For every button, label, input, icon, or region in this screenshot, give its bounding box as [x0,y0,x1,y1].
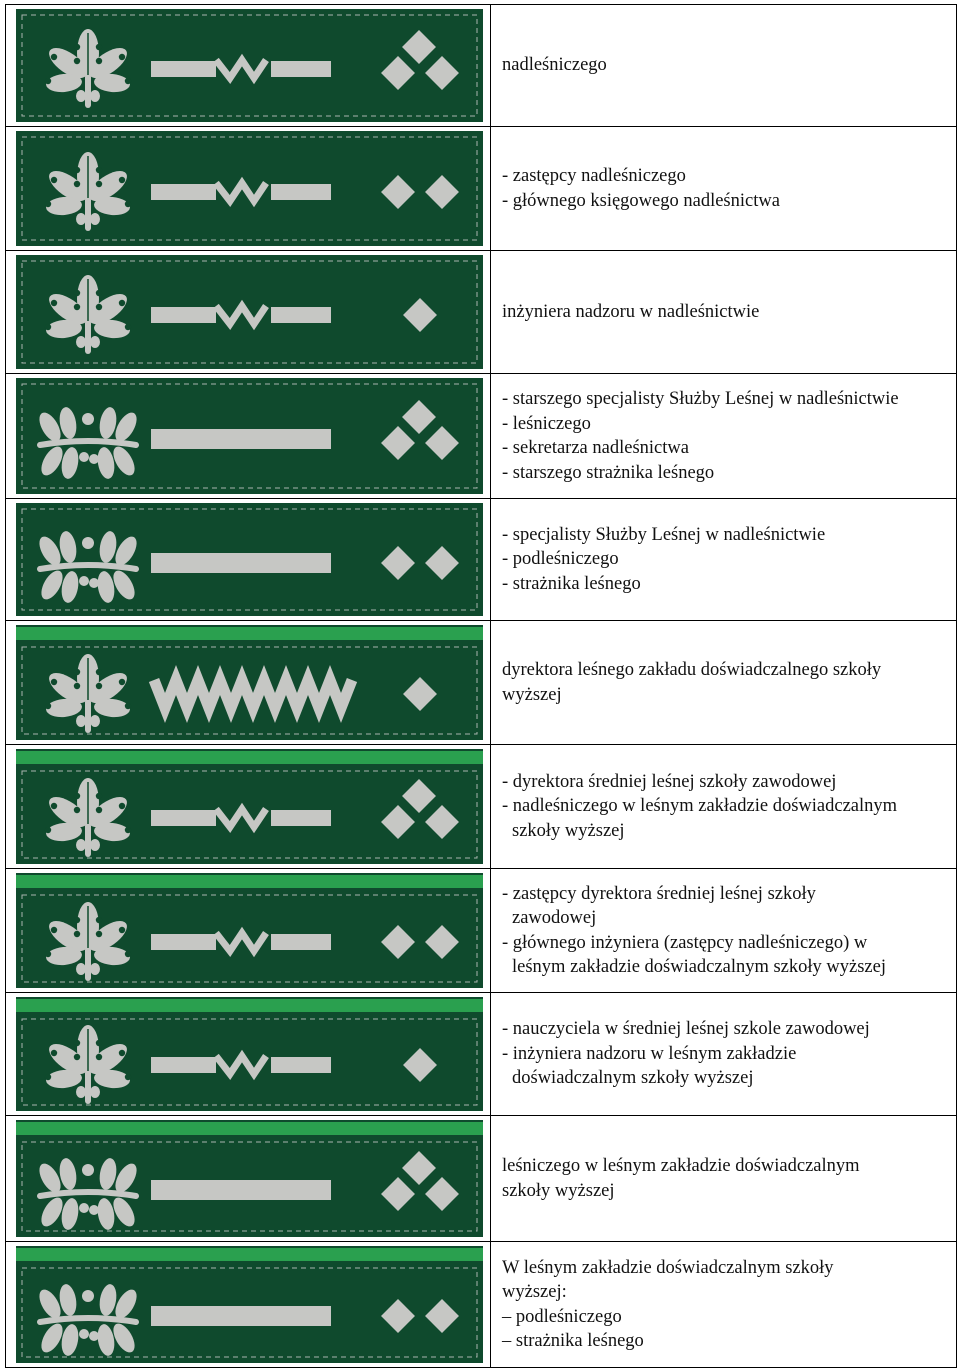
green-band [16,999,483,1012]
position-description [502,523,948,597]
table-row [6,745,957,869]
description-cell [491,251,957,374]
rank-insignia [6,869,490,992]
description-line: - starszego strażnika leśnego [502,462,715,483]
description-line: - starszego specjalisty Służby Leśnej w nadleśnictwie [502,389,899,409]
description-line: - inżyniera nadzoru w leśnym zakładzie [502,1043,797,1064]
description-line: zawodowej [512,908,597,928]
insignia-cell [6,745,491,869]
green-band [16,627,483,640]
insignia-table [5,4,957,1368]
green-band [16,1248,483,1261]
position-description [502,1154,948,1203]
description-line: leśnym zakładzie doświadczalnym szkoły wyższej [512,957,886,977]
position-description [502,53,948,78]
description-line: - nauczyciela w średniej leśnej szkole zawodowej [502,1019,870,1040]
insignia-cell [6,5,491,127]
description-line: - zastępcy nadleśniczego [502,166,686,186]
rank-insignia [6,5,490,126]
table-row [6,1116,957,1242]
insignia-cell [6,251,491,374]
description-line: – podleśniczego [502,1306,622,1327]
description-line: - zastępcy dyrektora średniej leśnej szkoły [502,883,816,904]
insignia-cell [6,1242,491,1368]
table-row [6,1242,957,1368]
green-band [16,751,483,764]
green-band [16,875,483,888]
description-line: nadleśniczego [502,55,607,76]
description-cell [491,745,957,869]
description-cell [491,5,957,127]
description-cell [491,374,957,499]
description-line: szkoły wyższej [502,1180,615,1201]
table-row [6,499,957,621]
description-cell [491,621,957,745]
rank-bar [151,429,331,449]
position-description [502,387,948,485]
rank-insignia [6,993,490,1115]
insignia-cell [6,993,491,1116]
description-line: doświadczalnym szkoły wyższej [512,1068,754,1089]
description-line: - głównego inżyniera (zastępcy nadleśniczego) w [502,932,868,953]
rank-insignia [6,621,490,744]
insignia-cell [6,374,491,499]
rank-bar [151,1180,331,1200]
description-line: – strażnika leśnego [502,1331,644,1351]
description-cell [491,127,957,251]
insignia-cell [6,621,491,745]
insignia-cell [6,1116,491,1242]
description-line: leśniczego w leśnym zakładzie doświadczalnym [502,1156,860,1176]
description-line: - nadleśniczego w leśnym zakładzie doświadczalnym [502,796,898,817]
description-line: - strażnika leśnego [502,573,641,594]
rank-insignia [6,745,490,868]
position-description [502,164,948,213]
insignia-cell [6,499,491,621]
rank-insignia [6,1116,490,1241]
table-row [6,251,957,374]
green-band [16,1122,483,1135]
table-row [6,621,957,745]
description-cell [491,1116,957,1242]
description-cell [491,1242,957,1368]
insignia-cell [6,127,491,251]
table-row [6,993,957,1116]
insignia-cell [6,869,491,993]
rank-insignia [6,374,490,498]
position-description [502,300,948,325]
position-description [502,658,948,707]
table-row [6,127,957,251]
description-line: - leśniczego [502,413,591,434]
table-row [6,869,957,993]
description-line: - dyrektora średniej leśnej szkoły zawodowej [502,771,837,792]
description-line: wyższej: [502,1282,567,1302]
rank-bar [151,1306,331,1326]
description-line: - sekretarza nadleśnictwa [502,438,689,458]
position-description [502,1017,948,1091]
position-description [502,882,948,980]
description-line: inżyniera nadzoru w nadleśnictwie [502,301,760,322]
description-line: W leśnym zakładzie doświadczalnym szkoły [502,1257,834,1278]
rank-bar [151,553,331,573]
description-cell [491,993,957,1116]
description-cell [491,499,957,621]
description-line: - specjalisty Służby Leśnej w nadleśnictwie [502,524,826,545]
description-line: szkoły wyższej [512,820,625,841]
description-line: dyrektora leśnego zakładu doświadczalnego szkoły [502,660,882,680]
rank-insignia [6,127,490,250]
table-row [6,5,957,127]
position-description [502,1256,948,1354]
description-line: - podleśniczego [502,549,619,570]
description-line: - głównego księgowego nadleśnictwa [502,190,780,211]
rank-insignia [6,1242,490,1367]
position-description [502,770,948,844]
rank-insignia [6,499,490,620]
description-line: wyższej [502,684,562,705]
table-row [6,374,957,499]
rank-insignia [6,251,490,373]
description-cell [491,869,957,993]
